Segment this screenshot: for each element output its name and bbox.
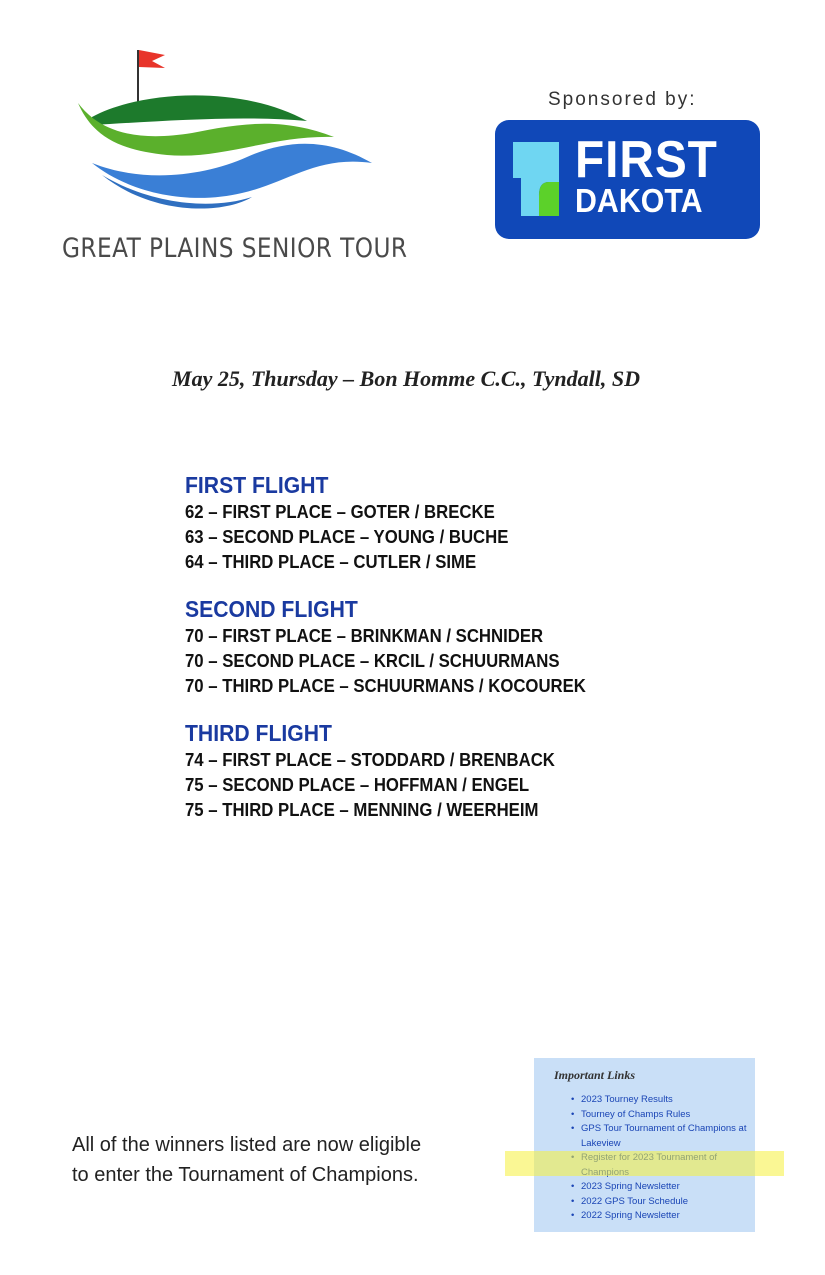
link-tour-schedule-2022[interactable]: • 2022 GPS Tour Schedule xyxy=(581,1195,751,1210)
eligibility-note xyxy=(72,1130,492,1190)
result-row: 70 – SECOND PLACE – KRCIL / SCHUURMANS xyxy=(185,651,560,671)
golf-course-flag-icon xyxy=(72,45,372,230)
links-heading: Important Links xyxy=(554,1068,636,1082)
tour-logo xyxy=(62,45,408,275)
logo-text: GREAT PLAINS SENIOR TOUR xyxy=(62,233,408,264)
result-row: 62 – FIRST PLACE – GOTER / BRECKE xyxy=(185,502,495,522)
result-row: 74 – FIRST PLACE – STODDARD / BRENBACK xyxy=(185,750,555,770)
sponsor-logo xyxy=(495,120,760,239)
sponsor-name-line1: FIRST xyxy=(575,131,718,189)
sponsor-label: Sponsored by: xyxy=(548,89,697,110)
result-row: 70 – FIRST PLACE – BRINKMAN / SCHNIDER xyxy=(185,626,544,646)
result-row: 64 – THIRD PLACE – CUTLER / SIME xyxy=(185,552,477,572)
flight-second xyxy=(185,594,616,699)
result-row: 75 – THIRD PLACE – MENNING / WEERHEIM xyxy=(185,800,539,820)
first-dakota-mark-icon xyxy=(511,140,561,220)
link-tourney-results[interactable]: • 2023 Tourney Results xyxy=(581,1093,751,1108)
results-section xyxy=(185,470,616,842)
link-spring-newsletter-2022[interactable]: • 2022 Spring Newsletter xyxy=(581,1209,751,1224)
flight-heading: FIRST FLIGHT xyxy=(185,472,329,498)
eligibility-line: to enter the Tournament of Champions. xyxy=(72,1164,419,1186)
flight-heading: SECOND FLIGHT xyxy=(185,596,358,622)
result-row: 75 – SECOND PLACE – HOFFMAN / ENGEL xyxy=(185,775,530,795)
link-spring-newsletter-2023[interactable]: • 2023 Spring Newsletter xyxy=(581,1180,751,1195)
eligibility-line: All of the winners listed are now eligible xyxy=(72,1134,422,1156)
result-row: 70 – THIRD PLACE – SCHUURMANS / KOCOUREK xyxy=(185,676,586,696)
sponsor-name-line2: DAKOTA xyxy=(575,182,703,219)
link-highlight xyxy=(505,1151,784,1176)
link-tournament-of-champions-lakeview[interactable]: • GPS Tour Tournament of Champions at Lakeview xyxy=(581,1122,751,1151)
flight-third xyxy=(185,718,616,823)
flight-first xyxy=(185,470,616,575)
link-tourney-of-champs-rules[interactable]: • Tourney of Champs Rules xyxy=(581,1108,751,1123)
flight-heading: THIRD FLIGHT xyxy=(185,720,332,746)
important-links-panel xyxy=(534,1058,755,1232)
event-title: May 25, Thursday – Bon Homme C.C., Tyndall, SD xyxy=(172,366,640,391)
result-row: 63 – SECOND PLACE – YOUNG / BUCHE xyxy=(185,527,509,547)
